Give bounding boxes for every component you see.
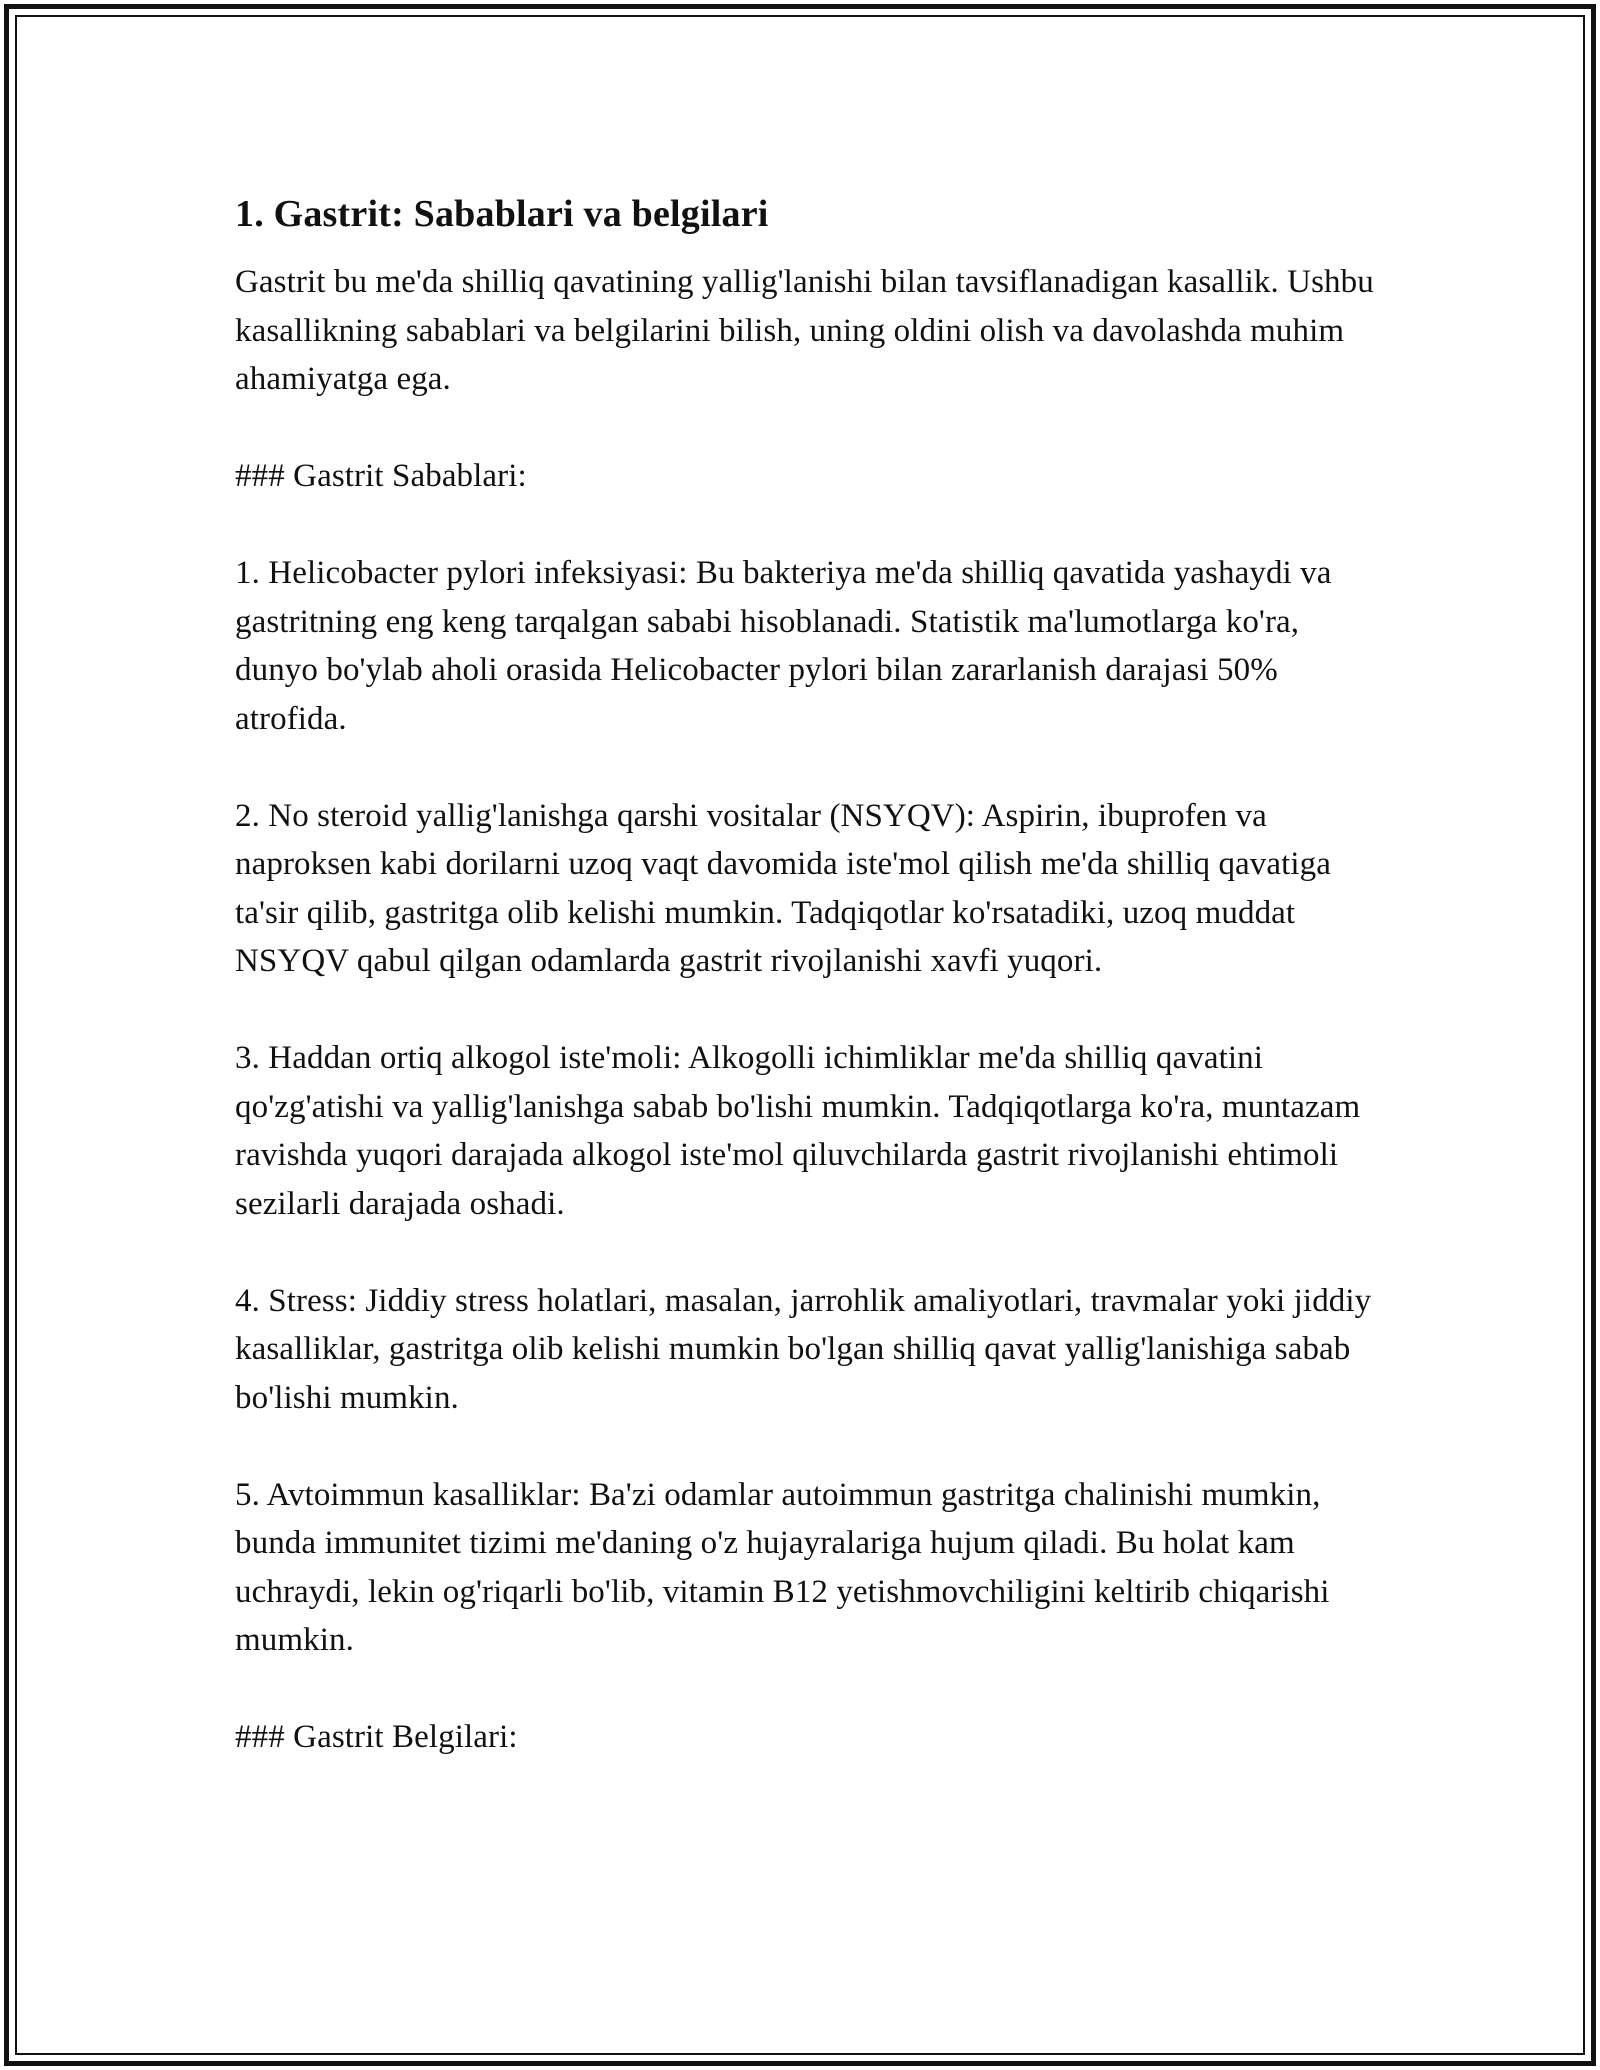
document-body [235, 188, 1385, 1762]
cause-item-3: 3. Haddan ortiq alkogol iste'moli: Alkogolli ichimliklar me'da shilliq qavatini qo'zg'atishi va yallig'lanishga sabab bo'lishi mumkin. Tadqiqotlarga ko'ra, muntazam ravishda yuqori darajada alkogol iste'mol qiluvchilarda gastrit rivojlanishi ehtimoli sezilarli darajada oshadi. [235, 1040, 1361, 1222]
document-title: 1. Gastrit: Sabablari va belgilari [235, 193, 769, 235]
cause-item-4: 4. Stress: Jiddiy stress holatlari, masalan, jarrohlik amaliyotlari, travmalar yoki jiddiy kasalliklar, gastritga olib kelishi mumkin bo'lgan shilliq qavat yallig'lanishiga sabab bo'lishi mumkin. [235, 1282, 1372, 1416]
intro-paragraph: Gastrit bu me'da shilliq qavatining yallig'lanishi bilan tavsiflanadigan kasallik. Ushbu kasallikning sabablari va belgilarini bilish, uning oldini olish va davolashda muhim ahamiyatga ega. [235, 264, 1374, 397]
cause-item-5: 5. Avtoimmun kasalliklar: Ba'zi odamlar autoimmun gastritga chalinishi mumkin, bunda immunitet tizimi me'daning o'z hujayralariga hujum qiladi. Bu holat kam uchraydi, lekin og'riqarli bo'lib, vitamin B12 yetishmovchiligini keltirib chiqarishi mumkin. [235, 1476, 1330, 1658]
cause-item-2: 2. No steroid yallig'lanishga qarshi vositalar (NSYQV): Aspirin, ibuprofen va naproksen kabi dorilarni uzoq vaqt davomida iste'mol qilish me'da shilliq qavatiga ta'sir qilib, gastritga olib kelishi mumkin. Tadqiqotlar ko'rsatadiki, uzoq muddat NSYQV qabul qilgan odamlarda gastrit rivojlanishi xavfi yuqori. [235, 797, 1332, 979]
symptoms-heading: ### Gastrit Belgilari: [235, 1719, 518, 1755]
cause-item-1: 1. Helicobacter pylori infeksiyasi: Bu bakteriya me'da shilliq qavatida yashaydi va gastritning eng keng tarqalgan sababi hisoblanadi. Statistik ma'lumotlarga ko'ra, dunyo bo'ylab aholi orasida Helicobacter pylori bilan zararlanish darajasi 50% atrofida. [235, 555, 1332, 737]
causes-heading: ### Gastrit Sabablari: [235, 458, 527, 494]
